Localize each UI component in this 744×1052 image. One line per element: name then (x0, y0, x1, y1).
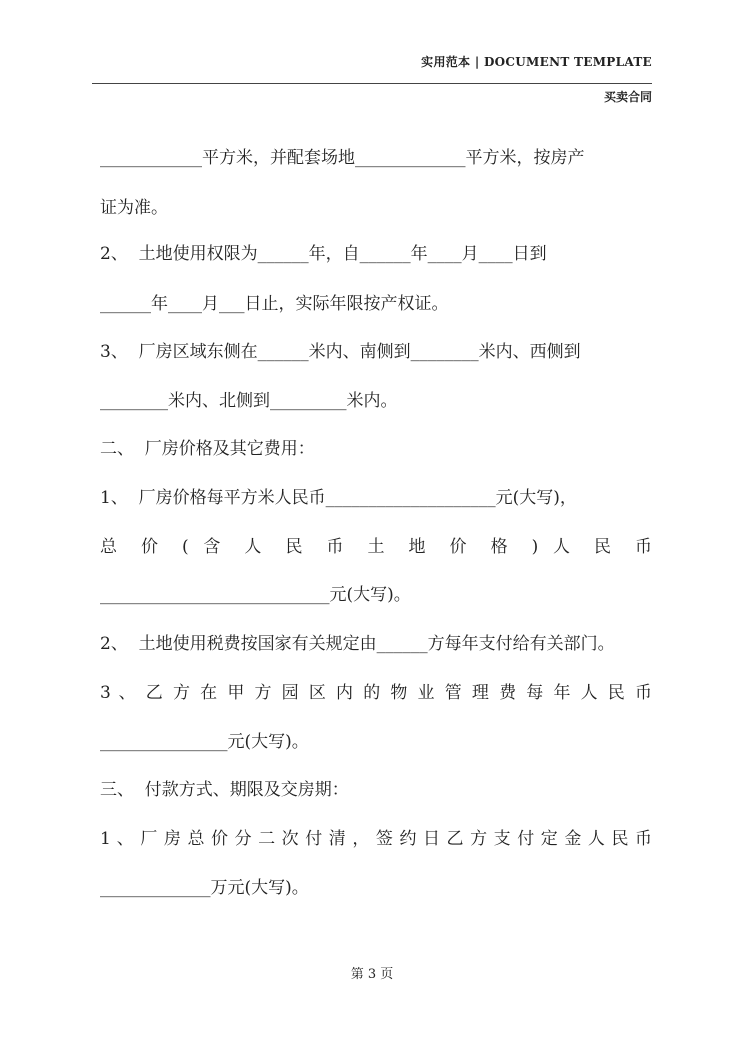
header-divider (92, 83, 652, 84)
body-line: _____________万元(大写)。 (100, 878, 309, 898)
body-line: 3 、 乙 方 在 甲 方 园 区 内 的 物 业 管 理 费 每 年 人 民 币 (100, 683, 652, 703)
page-number: 第 3 页 (350, 967, 394, 982)
body-line: 1 、 厂 房 总 价 分 二 次 付 清 ， 签 约 日 乙 方 支 付 定 金 人 民 币 (100, 829, 652, 849)
header-title: 实用范本 | DOCUMENT TEMPLATE (421, 55, 652, 69)
section-heading: 二、 厂房价格及其它费用： (100, 439, 315, 459)
body-line: _______________元(大写)。 (100, 732, 309, 752)
body-line: ____________平方米，并配套场地_____________平方米，按房产 (100, 148, 585, 168)
body-line: ______年____月___日止，实际年限按产权证。 (100, 294, 449, 314)
body-line: 1、 厂房价格每平方米人民币____________________元(大写)， (100, 488, 577, 508)
body-line: ___________________________元(大写)。 (100, 585, 411, 605)
header-subtitle: 买卖合同 (603, 90, 652, 104)
section-heading: 三、 付款方式、期限及交房期： (100, 780, 349, 800)
body-line: ________米内、北侧到_________米内。 (100, 391, 398, 411)
body-line: 3、 厂房区域东侧在______米内、南侧到________米内、西侧到 (100, 342, 581, 362)
body-line: 总 价 ( 含 人 民 币 土 地 价 格 ) 人 民 币 (100, 537, 652, 557)
body-line: 2、 土地使用权限为______年，自______年____月____日到 (100, 244, 547, 264)
body-line: 2、 土地使用税费按国家有关规定由______方每年支付给有关部门。 (100, 634, 615, 654)
body-line: 证为准。 (100, 198, 168, 218)
